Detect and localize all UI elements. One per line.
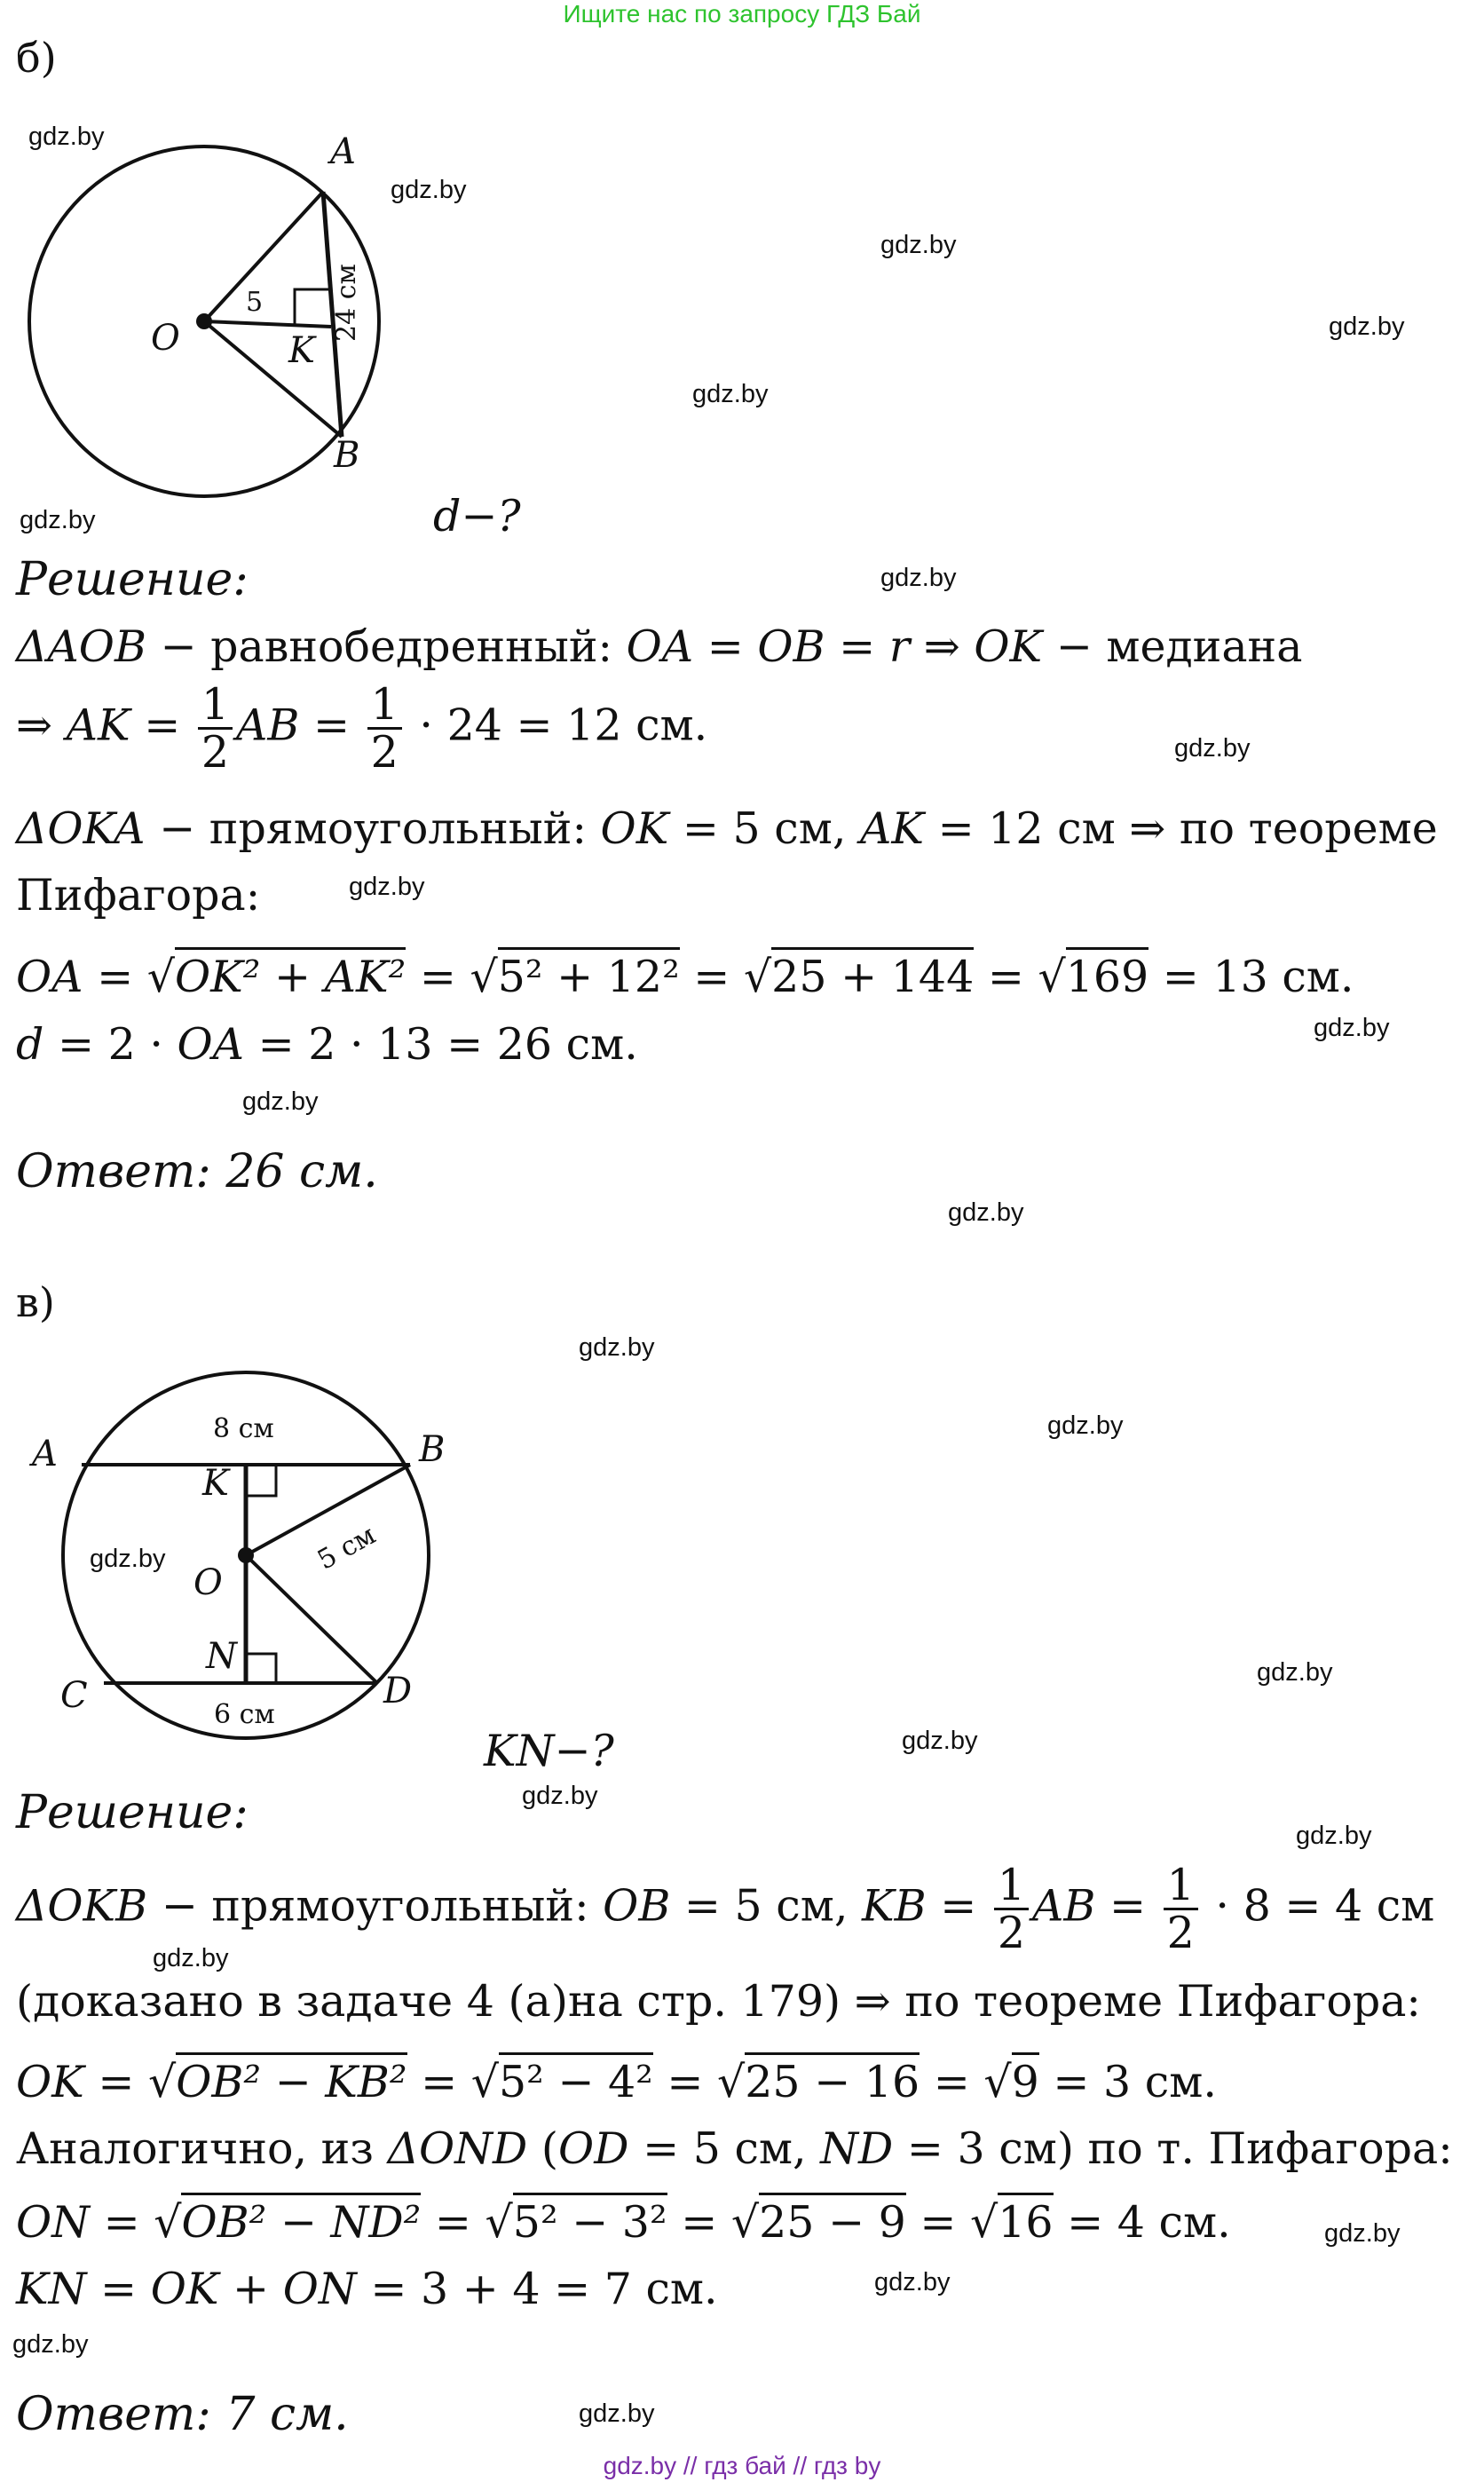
watermark: gdz.by (579, 1333, 655, 1362)
solution-b-line-1: ΔAOB − равнобедренный: OA = OB = r ⇒ OK − медиана (16, 621, 1303, 672)
label-c-v: C (60, 1675, 88, 1716)
watermark: gdz.by (1314, 1014, 1390, 1042)
segment-ob (204, 321, 342, 437)
watermark: gdz.by (1047, 1411, 1124, 1440)
watermark: gdz.by (90, 1545, 166, 1573)
label-a: A (330, 131, 356, 172)
watermark: gdz.by (153, 1944, 229, 1972)
label-o-v: O (193, 1562, 223, 1603)
point-o (196, 313, 212, 329)
label-ok-length: 5 (246, 287, 264, 318)
segment-ok (204, 321, 331, 327)
solution-v-line-1: ΔOKB − прямоугольный: OB = 5 см, KB = $\frac{1}{2}$ AB = $\frac{1}{2}$ · 8 = 4 см (16, 1860, 1435, 1959)
label-b-v: B (419, 1429, 446, 1470)
solution-v-line-3: OK = √OB² − KB² = √5² − 4² = √25 − 16 = √9 = 3 см. (16, 2057, 1217, 2107)
solution-b-line-4: Пифагора: (16, 870, 261, 921)
solution-v-line-6: KN = OK + ON = 3 + 4 = 7 см. (16, 2264, 718, 2314)
solution-b-line-2: ⇒ AK = $\frac{1}{2}$ AB = $\frac{1}{2}$ · 24 = 12 см. (16, 679, 708, 779)
solution-b-line-5: OA = √OK² + AK² = √5² + 12² = √25 + 144 = √169 = 13 см. (16, 952, 1354, 1002)
watermark: gdz.by (1174, 734, 1251, 763)
right-angle-mark-k-v (246, 1465, 276, 1496)
label-k: K (288, 330, 315, 371)
part-b-label: б) (16, 34, 57, 82)
solution-b-line-6: d = 2 · OA = 2 · 13 = 26 см. (16, 1019, 638, 1070)
watermark: gdz.by (28, 123, 105, 151)
answer-v: Ответ: 7 см. (16, 2388, 349, 2441)
watermark: gdz.by (880, 564, 957, 592)
top-banner[interactable]: Ищите нас по запросу ГДЗ Бай (563, 0, 921, 28)
label-ab-length: 24 см (331, 264, 362, 342)
part-v-label: в) (16, 1278, 55, 1326)
answer-b: Ответ: 26 см. (16, 1145, 378, 1198)
watermark: gdz.by (1329, 312, 1405, 341)
label-b: B (334, 435, 360, 476)
segment-od-v (246, 1555, 377, 1683)
watermark: gdz.by (948, 1198, 1024, 1227)
label-a-v: A (32, 1434, 58, 1474)
watermark: gdz.by (20, 506, 96, 534)
watermark: gdz.by (1257, 1658, 1333, 1687)
label-cd-length-v: 6 см (214, 1699, 275, 1730)
solution-v-line-5: ON = √OB² − ND² = √5² − 3² = √25 − 9 = √16 = 4 см. (16, 2197, 1231, 2248)
point-o-v (238, 1547, 254, 1563)
watermark: gdz.by (522, 1782, 598, 1810)
fraction-half: $\frac{1}{2}$ (198, 682, 233, 776)
figure-b-circle-diagram (27, 124, 435, 533)
label-ob-length-v: 5 см (312, 1519, 382, 1577)
right-angle-mark-k (295, 289, 331, 326)
watermark: gdz.by (902, 1727, 978, 1755)
question-v: KN−? (484, 1726, 614, 1776)
fraction-half-v: $\frac{1}{2}$ (994, 1862, 1029, 1956)
question-b: d−? (433, 491, 521, 541)
label-o: O (151, 318, 180, 359)
watermark: gdz.by (242, 1087, 319, 1116)
watermark: gdz.by (579, 2399, 655, 2428)
label-ab-length-v: 8 см (213, 1413, 274, 1444)
watermark: gdz.by (692, 380, 769, 408)
solution-heading-v: Решение: (16, 1786, 249, 1839)
solution-b-line-3: ΔOKA − прямоугольный: OK = 5 см, AK = 12 см ⇒ по теореме (16, 803, 1438, 854)
right-angle-mark-n-v (246, 1654, 276, 1683)
watermark: gdz.by (391, 176, 467, 204)
fraction-half-2: $\frac{1}{2}$ (367, 682, 402, 776)
watermark: gdz.by (12, 2330, 89, 2359)
footer-links[interactable]: gdz.by // гдз бай // гдз by (603, 2452, 881, 2479)
solution-v-line-2: (доказано в задаче 4 (а)на стр. 179) ⇒ по теореме Пифагора: (16, 1976, 1421, 2027)
watermark: gdz.by (880, 231, 957, 259)
label-n-v: N (206, 1636, 237, 1677)
fraction-half-v-2: $\frac{1}{2}$ (1164, 1862, 1198, 1956)
watermark: gdz.by (1324, 2219, 1401, 2248)
watermark: gdz.by (349, 873, 425, 901)
watermark: gdz.by (874, 2268, 951, 2296)
solution-v-line-4: Аналогично, из ΔOND (OD = 5 см, ND = 3 см) по т. Пифагора: (16, 2123, 1453, 2174)
label-d-v: D (383, 1671, 413, 1711)
watermark: gdz.by (1296, 1822, 1372, 1850)
solution-heading-b: Решение: (16, 553, 249, 606)
segment-oa (204, 192, 323, 321)
label-k-v: K (202, 1463, 229, 1504)
